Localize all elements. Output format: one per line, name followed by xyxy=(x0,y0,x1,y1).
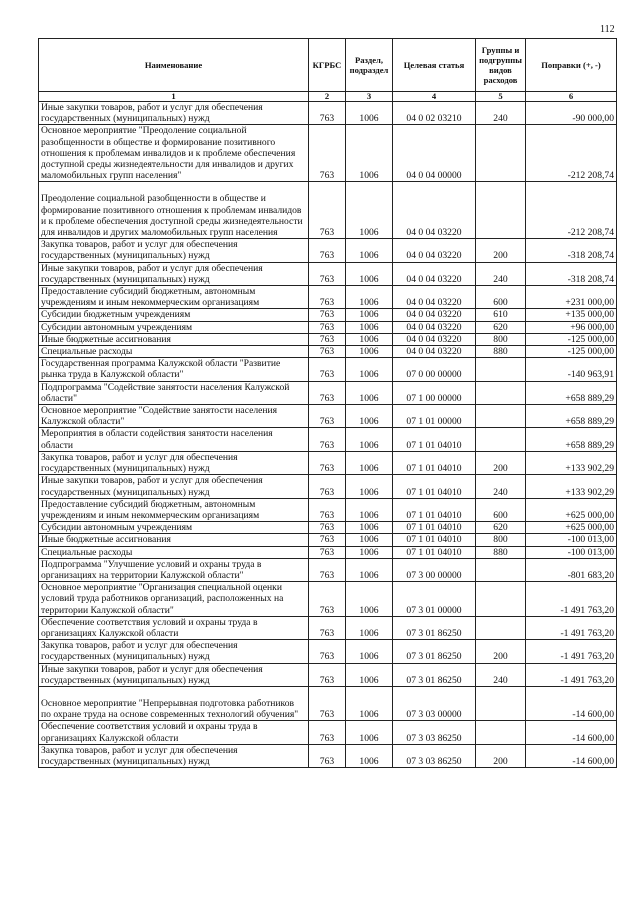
cell-name: Подпрограмма "Содействие занятости населения Калужской области" xyxy=(39,381,309,404)
cell-amount: -212 208,74 xyxy=(526,125,617,182)
header-name: Наименование xyxy=(39,39,309,92)
cell-kgrbs: 763 xyxy=(309,721,346,744)
cell-group: 200 xyxy=(476,640,526,663)
column-number: 1 xyxy=(39,92,309,102)
cell-kgrbs: 763 xyxy=(309,498,346,521)
cell-name: Субсидии автономным учреждениям xyxy=(39,321,309,333)
cell-section: 1006 xyxy=(346,582,393,617)
cell-amount: -1 491 763,20 xyxy=(526,640,617,663)
table-row xyxy=(39,125,617,182)
column-number: 6 xyxy=(526,92,617,102)
column-number: 5 xyxy=(476,92,526,102)
cell-name: Иные закупки товаров, работ и услуг для обеспечения государственных (муниципальных) нужд xyxy=(39,262,309,285)
cell-section: 1006 xyxy=(346,721,393,744)
cell-section: 1006 xyxy=(346,239,393,262)
cell-section: 1006 xyxy=(346,744,393,767)
cell-group: 600 xyxy=(476,498,526,521)
cell-kgrbs: 763 xyxy=(309,262,346,285)
cell-amount: -318 208,74 xyxy=(526,262,617,285)
cell-section: 1006 xyxy=(346,546,393,558)
cell-kgrbs: 763 xyxy=(309,582,346,617)
cell-section: 1006 xyxy=(346,522,393,534)
cell-target: 04 0 04 03220 xyxy=(393,286,476,309)
cell-amount: -14 600,00 xyxy=(526,721,617,744)
cell-group xyxy=(476,182,526,239)
table-row xyxy=(39,405,617,428)
cell-section: 1006 xyxy=(346,663,393,686)
cell-group: 880 xyxy=(476,546,526,558)
cell-group xyxy=(476,558,526,581)
cell-section: 1006 xyxy=(346,286,393,309)
cell-name: Иные закупки товаров, работ и услуг для обеспечения государственных (муниципальных) нужд xyxy=(39,475,309,498)
cell-name: Основное мероприятие "Непрерывная подготовка работников по охране труда на основе современных технологий обучения" xyxy=(39,686,309,720)
cell-amount: -318 208,74 xyxy=(526,239,617,262)
cell-amount: -125 000,00 xyxy=(526,346,617,358)
cell-section: 1006 xyxy=(346,125,393,182)
cell-kgrbs: 763 xyxy=(309,405,346,428)
cell-target: 07 1 01 00000 xyxy=(393,405,476,428)
cell-target: 07 1 01 04010 xyxy=(393,498,476,521)
cell-group xyxy=(476,686,526,720)
cell-name: Иные закупки товаров, работ и услуг для обеспечения государственных (муниципальных) нужд xyxy=(39,102,309,125)
cell-target: 04 0 04 03220 xyxy=(393,182,476,239)
cell-kgrbs: 763 xyxy=(309,358,346,381)
cell-section: 1006 xyxy=(346,640,393,663)
header-target: Целевая статья xyxy=(393,39,476,92)
cell-section: 1006 xyxy=(346,358,393,381)
table-row xyxy=(39,546,617,558)
cell-target: 07 0 00 00000 xyxy=(393,358,476,381)
cell-target: 07 3 03 00000 xyxy=(393,686,476,720)
cell-kgrbs: 763 xyxy=(309,239,346,262)
cell-section: 1006 xyxy=(346,451,393,474)
cell-name: Закупка товаров, работ и услуг для обеспечения государственных (муниципальных) нужд xyxy=(39,239,309,262)
cell-target: 04 0 04 03220 xyxy=(393,309,476,321)
cell-section: 1006 xyxy=(346,321,393,333)
cell-name: Закупка товаров, работ и услуг для обеспечения государственных (муниципальных) нужд xyxy=(39,451,309,474)
cell-kgrbs: 763 xyxy=(309,428,346,451)
cell-section: 1006 xyxy=(346,102,393,125)
table-row xyxy=(39,182,617,239)
cell-name: Основное мероприятие "Организация специальной оценки условий труда работников организаций, расположенных на территории Калужской области" xyxy=(39,582,309,617)
cell-kgrbs: 763 xyxy=(309,102,346,125)
cell-section: 1006 xyxy=(346,346,393,358)
cell-amount: +625 000,00 xyxy=(526,498,617,521)
cell-name: Специальные расходы xyxy=(39,346,309,358)
cell-section: 1006 xyxy=(346,405,393,428)
table-row xyxy=(39,102,617,125)
cell-kgrbs: 763 xyxy=(309,321,346,333)
table-row xyxy=(39,721,617,744)
table-row xyxy=(39,498,617,521)
cell-name: Преодоление социальной разобщенности в обществе и формирование позитивного отношения к проблемам инвалидов и к проблеме обеспечения доступной среды жизнедеятельности для инвалидов и других маломобильных групп населения xyxy=(39,182,309,239)
cell-section: 1006 xyxy=(346,309,393,321)
cell-group: 620 xyxy=(476,321,526,333)
table-row xyxy=(39,451,617,474)
cell-section: 1006 xyxy=(346,262,393,285)
header-kgrbs: КГРБС xyxy=(309,39,346,92)
cell-name: Закупка товаров, работ и услуг для обеспечения государственных (муниципальных) нужд xyxy=(39,640,309,663)
cell-name: Мероприятия в области содействия занятости населения области xyxy=(39,428,309,451)
cell-group: 600 xyxy=(476,286,526,309)
table-row xyxy=(39,744,617,767)
cell-target: 07 1 01 04010 xyxy=(393,428,476,451)
page-number: 112 xyxy=(600,24,615,35)
table-row xyxy=(39,321,617,333)
cell-group: 240 xyxy=(476,663,526,686)
cell-group: 200 xyxy=(476,451,526,474)
cell-name: Предоставление субсидий бюджетным, автономным учреждениям и иным некоммерческим организациям xyxy=(39,498,309,521)
cell-section: 1006 xyxy=(346,428,393,451)
table-row xyxy=(39,582,617,617)
table-row xyxy=(39,522,617,534)
cell-kgrbs: 763 xyxy=(309,286,346,309)
cell-target: 07 3 01 86250 xyxy=(393,663,476,686)
cell-amount: -212 208,74 xyxy=(526,182,617,239)
header-amendments: Поправки (+, -) xyxy=(526,39,617,92)
cell-kgrbs: 763 xyxy=(309,381,346,404)
cell-group: 200 xyxy=(476,239,526,262)
cell-name: Иные закупки товаров, работ и услуг для обеспечения государственных (муниципальных) нужд xyxy=(39,663,309,686)
cell-group: 800 xyxy=(476,534,526,546)
cell-target: 07 1 01 04010 xyxy=(393,475,476,498)
cell-amount: -1 491 763,20 xyxy=(526,582,617,617)
cell-group xyxy=(476,125,526,182)
table-row xyxy=(39,534,617,546)
cell-kgrbs: 763 xyxy=(309,558,346,581)
cell-name: Обеспечение соответствия условий и охраны труда в организациях Калужской области xyxy=(39,721,309,744)
cell-amount: -14 600,00 xyxy=(526,744,617,767)
cell-kgrbs: 763 xyxy=(309,182,346,239)
table-row xyxy=(39,309,617,321)
cell-target: 04 0 04 03220 xyxy=(393,333,476,345)
cell-target: 04 0 02 03210 xyxy=(393,102,476,125)
table-row xyxy=(39,475,617,498)
cell-name: Специальные расходы xyxy=(39,546,309,558)
cell-kgrbs: 763 xyxy=(309,640,346,663)
column-number: 3 xyxy=(346,92,393,102)
cell-section: 1006 xyxy=(346,498,393,521)
cell-name: Основное мероприятие "Преодоление социальной разобщенности в обществе и формирование позитивного отношения к проблемам инвалидов и к проблеме обеспечения доступной среды жизнедеятельности для инвалидов и других маломобильных групп населения" xyxy=(39,125,309,182)
cell-name: Иные бюджетные ассигнования xyxy=(39,333,309,345)
column-number-row xyxy=(39,92,617,102)
cell-amount: -140 963,91 xyxy=(526,358,617,381)
header-groups: Группы и подгруппы видов расходов xyxy=(476,39,526,92)
table-row xyxy=(39,663,617,686)
cell-name: Субсидии бюджетным учреждениям xyxy=(39,309,309,321)
cell-name: Подпрограмма "Улучшение условий и охраны труда в организациях на территории Калужской области" xyxy=(39,558,309,581)
cell-group: 620 xyxy=(476,522,526,534)
cell-name: Субсидии автономным учреждениям xyxy=(39,522,309,534)
cell-kgrbs: 763 xyxy=(309,346,346,358)
table-header-row xyxy=(39,39,617,92)
cell-kgrbs: 763 xyxy=(309,125,346,182)
cell-name: Обеспечение соответствия условий и охраны труда в организациях Калужской области xyxy=(39,616,309,639)
cell-amount: +231 000,00 xyxy=(526,286,617,309)
cell-name: Основное мероприятие "Содействие занятости населения Калужской области" xyxy=(39,405,309,428)
cell-group: 200 xyxy=(476,744,526,767)
cell-amount: +133 902,29 xyxy=(526,475,617,498)
cell-kgrbs: 763 xyxy=(309,522,346,534)
cell-amount: -125 000,00 xyxy=(526,333,617,345)
header-section: Раздел, подраздел xyxy=(346,39,393,92)
table-row xyxy=(39,381,617,404)
cell-group xyxy=(476,405,526,428)
cell-group: 240 xyxy=(476,102,526,125)
table-row xyxy=(39,686,617,720)
cell-section: 1006 xyxy=(346,686,393,720)
cell-amount: +96 000,00 xyxy=(526,321,617,333)
cell-target: 07 3 00 00000 xyxy=(393,558,476,581)
table-row xyxy=(39,346,617,358)
cell-target: 07 1 01 04010 xyxy=(393,451,476,474)
table-row xyxy=(39,558,617,581)
cell-target: 07 1 01 04010 xyxy=(393,546,476,558)
cell-amount: +658 889,29 xyxy=(526,405,617,428)
cell-group xyxy=(476,381,526,404)
column-number: 2 xyxy=(309,92,346,102)
cell-kgrbs: 763 xyxy=(309,333,346,345)
table-row xyxy=(39,239,617,262)
cell-group xyxy=(476,358,526,381)
cell-name: Иные бюджетные ассигнования xyxy=(39,534,309,546)
cell-name: Закупка товаров, работ и услуг для обеспечения государственных (муниципальных) нужд xyxy=(39,744,309,767)
cell-amount: +658 889,29 xyxy=(526,428,617,451)
cell-section: 1006 xyxy=(346,616,393,639)
cell-amount: -100 013,00 xyxy=(526,534,617,546)
cell-section: 1006 xyxy=(346,381,393,404)
cell-kgrbs: 763 xyxy=(309,534,346,546)
cell-amount: -1 491 763,20 xyxy=(526,616,617,639)
cell-target: 07 3 01 86250 xyxy=(393,616,476,639)
cell-amount: -1 491 763,20 xyxy=(526,663,617,686)
cell-section: 1006 xyxy=(346,333,393,345)
cell-amount: -100 013,00 xyxy=(526,546,617,558)
cell-kgrbs: 763 xyxy=(309,686,346,720)
cell-section: 1006 xyxy=(346,534,393,546)
cell-target: 04 0 04 00000 xyxy=(393,125,476,182)
cell-target: 07 1 01 04010 xyxy=(393,534,476,546)
cell-section: 1006 xyxy=(346,558,393,581)
table-row xyxy=(39,262,617,285)
table-row xyxy=(39,286,617,309)
budget-amendments-table xyxy=(38,38,617,768)
cell-amount: +135 000,00 xyxy=(526,309,617,321)
cell-group xyxy=(476,721,526,744)
cell-target: 07 1 00 00000 xyxy=(393,381,476,404)
cell-amount: -90 000,00 xyxy=(526,102,617,125)
cell-group: 240 xyxy=(476,262,526,285)
cell-amount: -14 600,00 xyxy=(526,686,617,720)
table-row xyxy=(39,616,617,639)
cell-target: 07 3 01 86250 xyxy=(393,640,476,663)
column-number: 4 xyxy=(393,92,476,102)
cell-name: Государственная программа Калужской области "Развитие рынка труда в Калужской области" xyxy=(39,358,309,381)
cell-target: 04 0 04 03220 xyxy=(393,346,476,358)
cell-amount: +658 889,29 xyxy=(526,381,617,404)
cell-section: 1006 xyxy=(346,182,393,239)
cell-section: 1006 xyxy=(346,475,393,498)
cell-kgrbs: 763 xyxy=(309,546,346,558)
cell-target: 07 3 03 86250 xyxy=(393,744,476,767)
table-row xyxy=(39,640,617,663)
cell-group xyxy=(476,428,526,451)
cell-kgrbs: 763 xyxy=(309,475,346,498)
cell-group xyxy=(476,582,526,617)
cell-kgrbs: 763 xyxy=(309,309,346,321)
cell-group: 610 xyxy=(476,309,526,321)
table-row xyxy=(39,428,617,451)
cell-target: 04 0 04 03220 xyxy=(393,239,476,262)
cell-amount: -801 683,20 xyxy=(526,558,617,581)
cell-group: 800 xyxy=(476,333,526,345)
cell-kgrbs: 763 xyxy=(309,616,346,639)
cell-amount: +625 000,00 xyxy=(526,522,617,534)
table-row xyxy=(39,333,617,345)
cell-target: 07 3 01 00000 xyxy=(393,582,476,617)
cell-amount: +133 902,29 xyxy=(526,451,617,474)
cell-name: Предоставление субсидий бюджетным, автономным учреждениям и иным некоммерческим организациям xyxy=(39,286,309,309)
cell-target: 07 3 03 86250 xyxy=(393,721,476,744)
cell-kgrbs: 763 xyxy=(309,451,346,474)
cell-target: 04 0 04 03220 xyxy=(393,321,476,333)
cell-group: 240 xyxy=(476,475,526,498)
table-row xyxy=(39,358,617,381)
cell-target: 07 1 01 04010 xyxy=(393,522,476,534)
cell-kgrbs: 763 xyxy=(309,663,346,686)
cell-kgrbs: 763 xyxy=(309,744,346,767)
cell-target: 04 0 04 03220 xyxy=(393,262,476,285)
cell-group: 880 xyxy=(476,346,526,358)
cell-group xyxy=(476,616,526,639)
